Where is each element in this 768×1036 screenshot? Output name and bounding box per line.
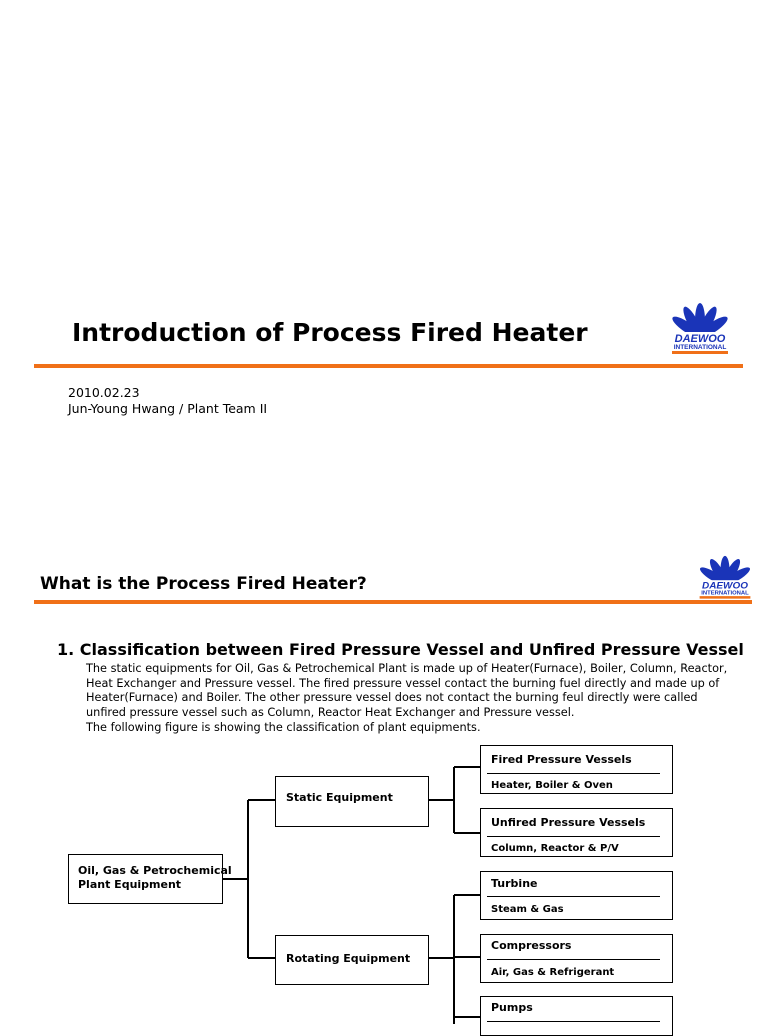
box-fired-pressure-vessels	[480, 745, 673, 794]
paragraph-line: Heat Exchanger and Pressure vessel. The fired pressure vessel contact the burning fuel directly and made up of	[86, 676, 720, 690]
box-unfired-pressure-vessels	[480, 808, 673, 857]
pumps-title: Pumps	[491, 1001, 533, 1014]
turbine-title: Turbine	[491, 877, 538, 890]
fired-title: Fired Pressure Vessels	[491, 753, 632, 766]
unfired-title: Unfired Pressure Vessels	[491, 816, 646, 829]
svg-text:DAEWOO: DAEWOO	[674, 333, 726, 345]
box-divider	[487, 773, 660, 774]
slide1-title: Introduction of Process Fired Heater	[72, 318, 588, 347]
box-pumps	[480, 996, 673, 1036]
author-line: Jun-Young Hwang / Plant Team II	[68, 401, 268, 416]
fired-items: Heater, Boiler & Oven	[491, 780, 613, 791]
paragraph-line: The following figure is showing the classification of plant equipments.	[86, 720, 481, 734]
section-heading: 1. Classification between Fired Pressure Vessel and Unfired Pressure Vessel	[57, 640, 744, 659]
box-rotating-equipment	[275, 935, 429, 985]
box-divider	[487, 959, 660, 960]
slide2-title: What is the Process Fired Heater?	[40, 574, 367, 594]
box-turbine	[480, 871, 673, 920]
unfired-items: Column, Reactor & P/V	[491, 843, 619, 854]
rotating-label: Rotating Equipment	[286, 952, 411, 965]
box-static-equipment	[275, 776, 429, 827]
svg-text:INTERNATIONAL: INTERNATIONAL	[701, 590, 749, 597]
paragraph-line: Heater(Furnace) and Boiler. The other pressure vessel does not contact the burning feul directly were called	[86, 691, 698, 705]
svg-text:INTERNATIONAL: INTERNATIONAL	[673, 344, 727, 351]
paragraph-line: The static equipments for Oil, Gas & Petrochemical Plant is made up of Heater(Furnace), Boiler, Column, Reactor,	[86, 662, 728, 675]
box-divider	[487, 896, 660, 897]
presentation-date: 2010.02.23	[68, 385, 140, 400]
turbine-items: Steam & Gas	[491, 904, 564, 915]
box-compressors	[480, 934, 673, 983]
root-box-plant-equipment	[68, 854, 232, 904]
compressors-items: Air, Gas & Refrigerant	[491, 967, 615, 978]
svg-text:DAEWOO: DAEWOO	[702, 580, 748, 592]
compressors-title: Compressors	[491, 939, 572, 952]
box-divider	[487, 1021, 660, 1022]
static-label: Static Equipment	[286, 791, 393, 804]
paragraph-line: unfired pressure vessel such as Column, Reactor Heat Exchanger and Pressure vessel.	[86, 706, 575, 720]
box-divider	[487, 836, 660, 837]
root-label: Oil, Gas & Petrochemical Plant Equipment	[78, 864, 232, 891]
